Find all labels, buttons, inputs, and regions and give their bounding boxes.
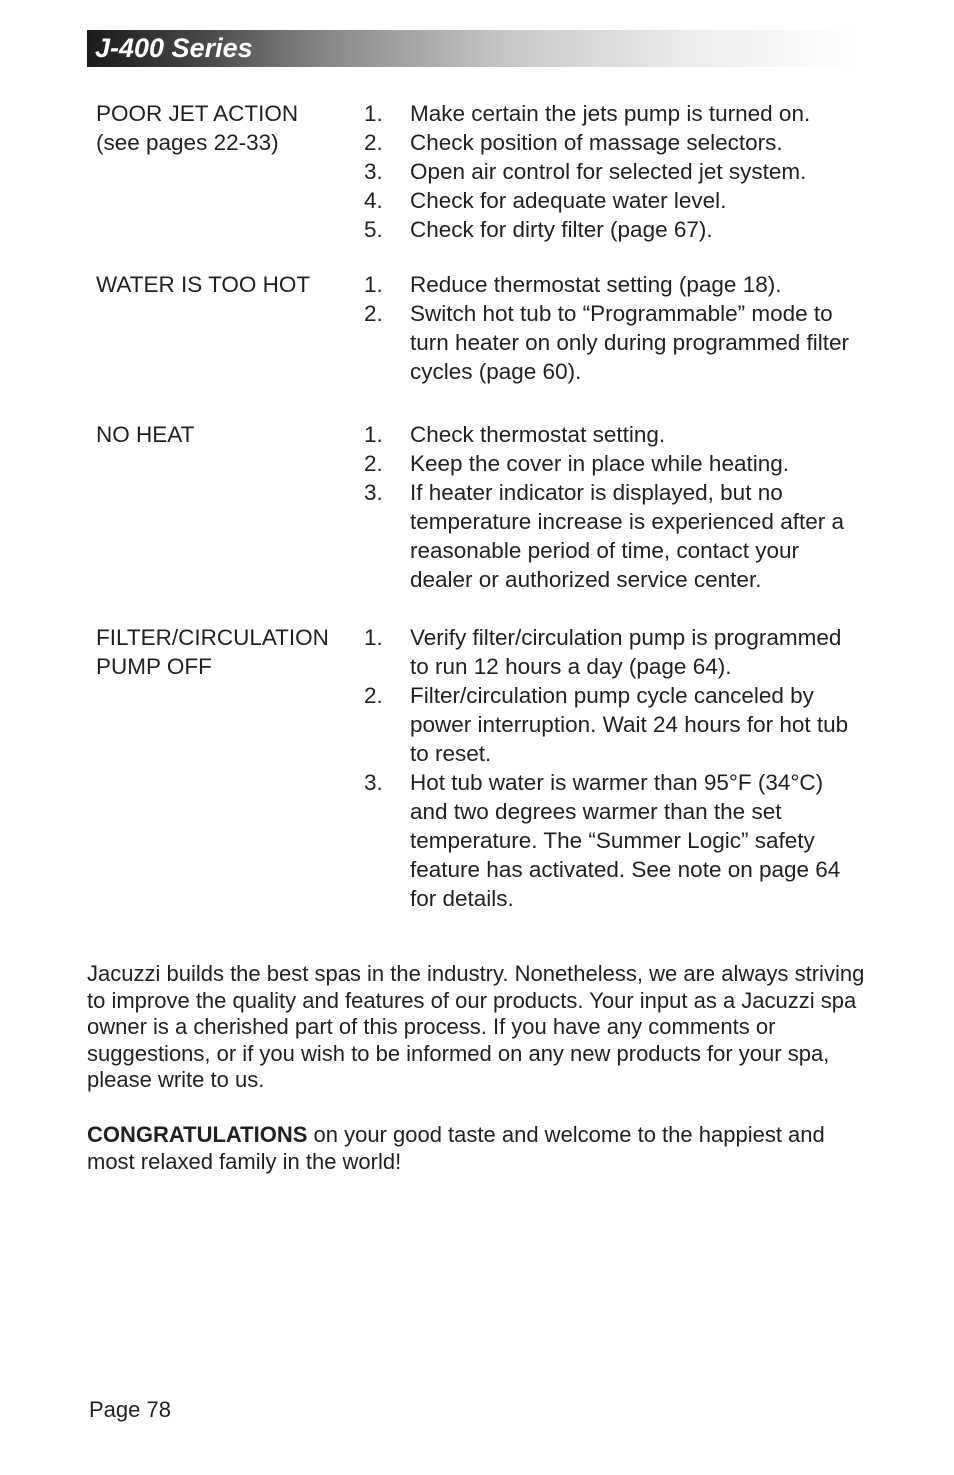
step-text: Check position of massage selectors. bbox=[410, 130, 783, 155]
step-text: Hot tub water is warmer than 95°F (34°C) and two degrees warmer than the set temperature. The “Summer Logic” safety feature has activated. See note on page 64 for details. bbox=[410, 770, 841, 911]
step-text: Switch hot tub to “Programmable” mode to turn heater on only during programmed filter cycles (page 60). bbox=[410, 301, 849, 384]
step-number: 5. bbox=[364, 217, 383, 242]
step-text: Keep the cover in place while heating. bbox=[410, 451, 789, 476]
step-text: Check for adequate water level. bbox=[410, 188, 727, 213]
list-item bbox=[364, 449, 864, 478]
list-item bbox=[364, 186, 864, 215]
problem-label: FILTER/CIRCULATION PUMP OFF bbox=[96, 625, 329, 679]
header-bar bbox=[87, 30, 855, 67]
step-number: 2. bbox=[364, 301, 383, 326]
step-text: Open air control for selected jet system. bbox=[410, 159, 807, 184]
problem-label: NO HEAT bbox=[96, 422, 195, 447]
step-number: 2. bbox=[364, 451, 383, 476]
solution-list bbox=[364, 270, 864, 386]
page-number: Page 78 bbox=[89, 1397, 171, 1422]
solution-list bbox=[364, 623, 864, 913]
step-number: 3. bbox=[364, 480, 383, 505]
solution-list bbox=[364, 99, 864, 244]
step-number: 2. bbox=[364, 683, 383, 708]
step-text: Filter/circulation pump cycle canceled by power interruption. Wait 24 hours for hot tub to reset. bbox=[410, 683, 849, 766]
list-item bbox=[364, 420, 864, 449]
closing-paragraph: Jacuzzi builds the best spas in the industry. Nonetheless, we are always striving to improve the quality and features of our products. Your input as a Jacuzzi spa owner is a cherished part of this process. If you have any comments or suggestions, or if you wish to be informed on any new products for your spa, please write to us. bbox=[87, 961, 865, 1092]
problem-label: POOR JET ACTION (see pages 22-33) bbox=[96, 101, 299, 155]
step-number: 3. bbox=[364, 770, 383, 795]
page-title: J-400 Series bbox=[95, 33, 253, 63]
step-number: 3. bbox=[364, 159, 383, 184]
congrats-paragraph bbox=[87, 1122, 867, 1175]
step-number: 1. bbox=[364, 625, 383, 650]
step-text: If heater indicator is displayed, but no temperature increase is experienced after a reasonable period of time, contact your dealer or authorized service center. bbox=[410, 480, 844, 592]
list-item bbox=[364, 478, 864, 594]
congrats-text: on your good taste and welcome to the happiest and most relaxed family in the world! bbox=[87, 1122, 825, 1174]
list-item bbox=[364, 681, 864, 768]
step-text: Check for dirty filter (page 67). bbox=[410, 217, 713, 242]
list-item bbox=[364, 99, 864, 128]
step-number: 1. bbox=[364, 422, 383, 447]
problem-label: WATER IS TOO HOT bbox=[96, 272, 311, 297]
step-number: 1. bbox=[364, 272, 383, 297]
list-item bbox=[364, 215, 864, 244]
congrats-bold: CONGRATULATIONS bbox=[87, 1122, 308, 1147]
step-text: Check thermostat setting. bbox=[410, 422, 666, 447]
list-item bbox=[364, 270, 864, 299]
list-item bbox=[364, 299, 864, 386]
step-text: Make certain the jets pump is turned on. bbox=[410, 101, 811, 126]
step-number: 4. bbox=[364, 188, 383, 213]
step-number: 2. bbox=[364, 130, 383, 155]
step-text: Reduce thermostat setting (page 18). bbox=[410, 272, 782, 297]
list-item bbox=[364, 157, 864, 186]
list-item bbox=[364, 768, 864, 913]
list-item bbox=[364, 128, 864, 157]
step-text: Verify filter/circulation pump is programmed to run 12 hours a day (page 64). bbox=[410, 625, 842, 679]
step-number: 1. bbox=[364, 101, 383, 126]
list-item bbox=[364, 623, 864, 681]
solution-list bbox=[364, 420, 864, 594]
